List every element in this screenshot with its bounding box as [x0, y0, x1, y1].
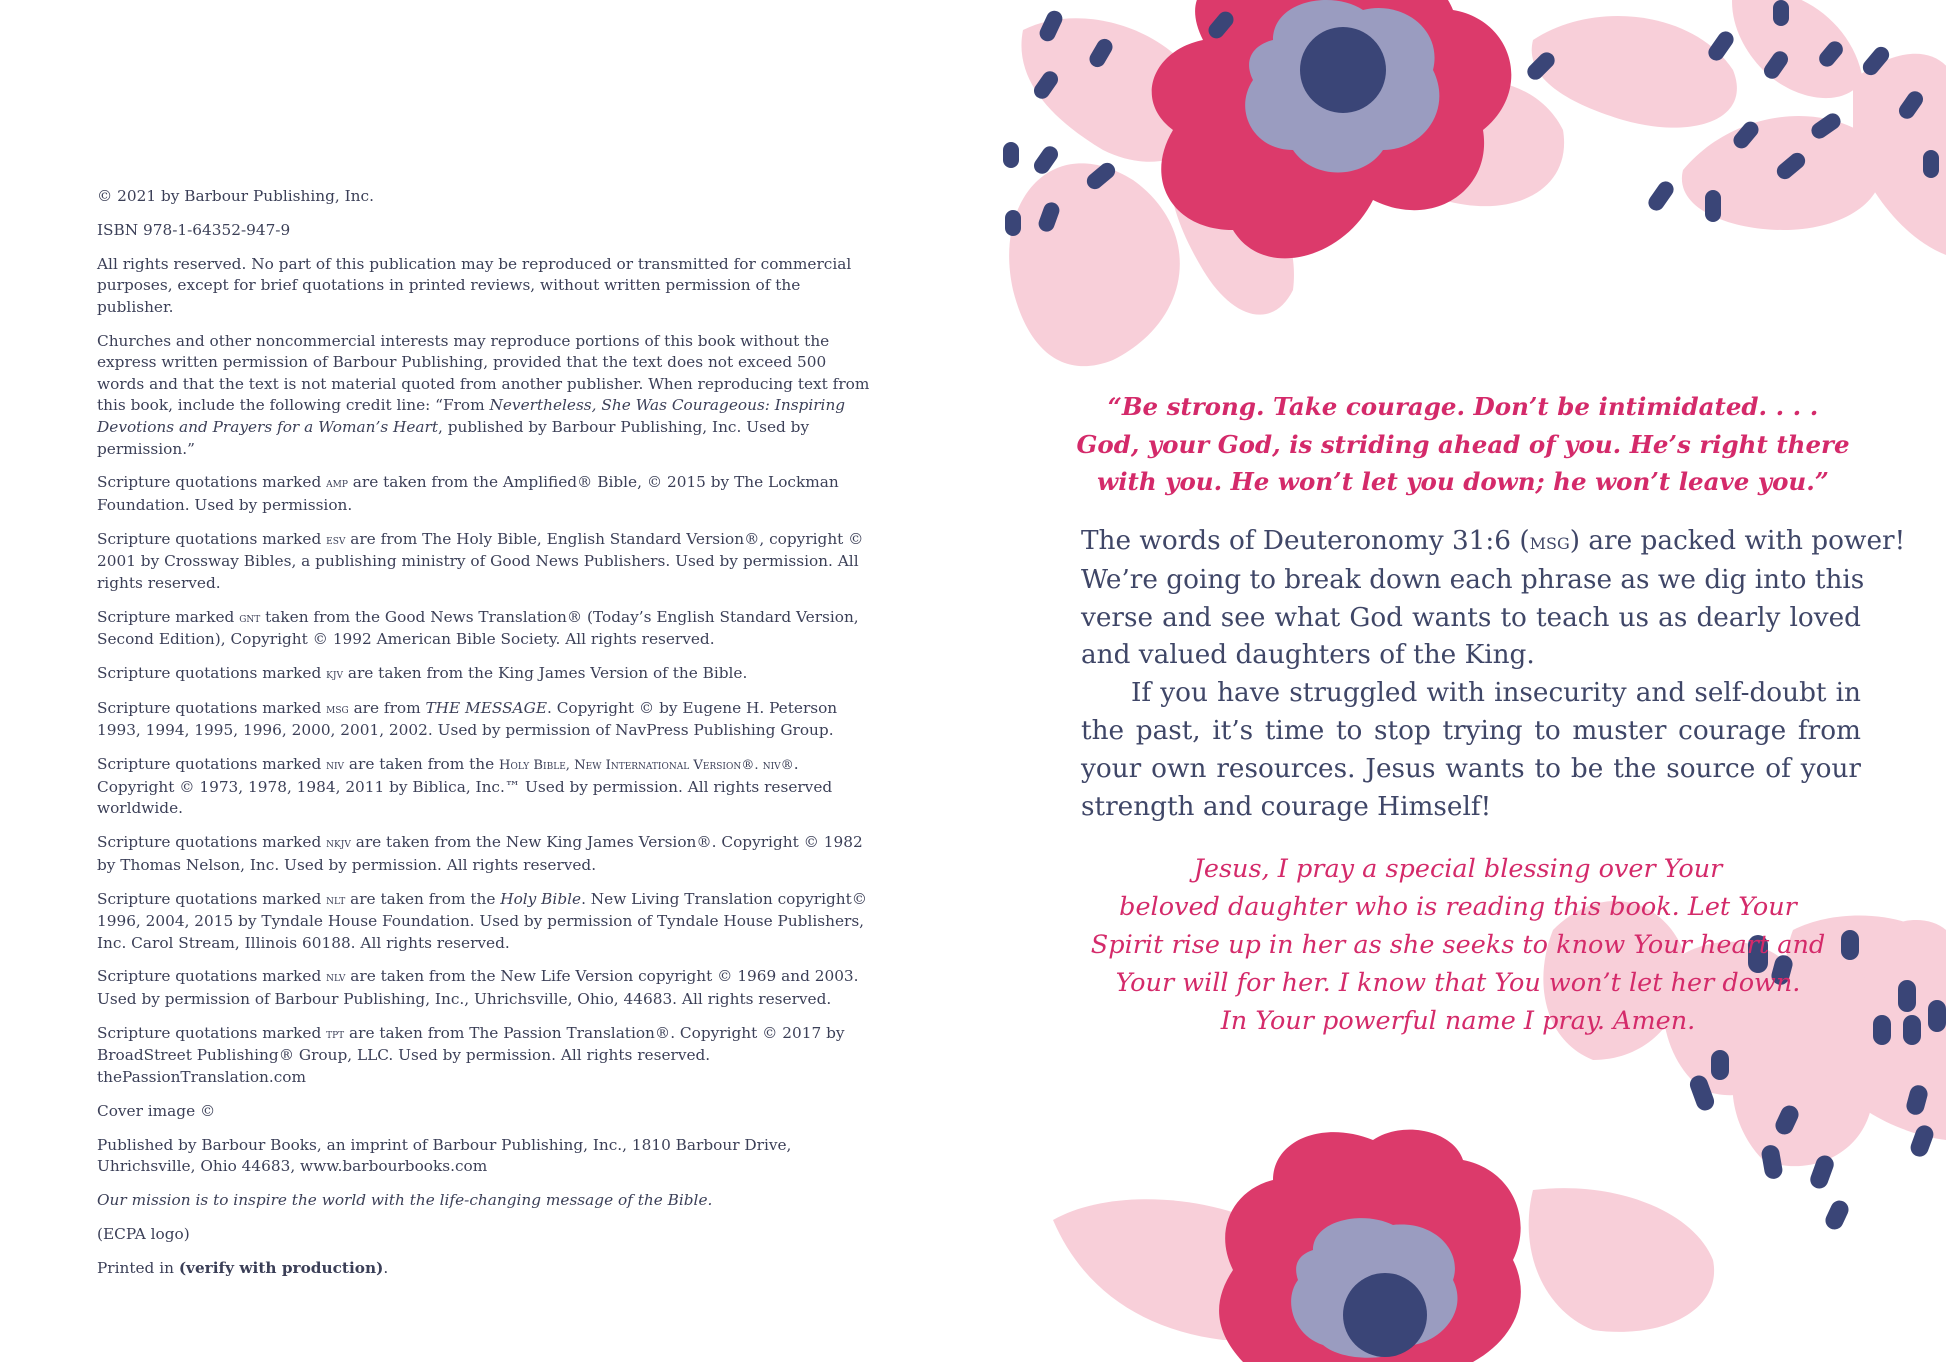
scripture-quote [1038, 388, 1888, 501]
tpt-credit: Scripture quotations marked tpt are taken from The Passion Translation®. Copyright © 2017 by BroadStreet Publishing® Group, LLC. Used by permission. All rights reserved. thePassionTranslation.com [97, 1023, 845, 1087]
msg-credit: Scripture quotations marked msg are from THE MESSAGE. Copyright © by Eugene H. Peterson 1993, 1994, 1995, 1996, 2000, 2001, 2002. Used by permission of NavPress Publishing Group. [97, 698, 838, 740]
prayer-line: In Your powerful name I pray. Amen. [1220, 1005, 1696, 1036]
leaf-right-2 [1532, 16, 1737, 128]
flower-center [1300, 27, 1386, 113]
bottom-leaf-right-low [1529, 1188, 1714, 1332]
rights-statement: All rights reserved. No part of this publication may be reproduced or transmitted for commercial purposes, except for brief quotations in printed reviews, without written permission of the publisher. [97, 254, 852, 316]
mission-statement: Our mission is to inspire the world with the life-changing message of the Bible. [97, 1190, 713, 1209]
prayer-line: Spirit rise up in her as she seeks to know Your heart and [1090, 929, 1826, 960]
prayer-line: beloved daughter who is reading this book. Let Your [1119, 891, 1797, 922]
bottom-flower-center [1343, 1273, 1427, 1357]
body-line: and valued daughters of the King. [1081, 640, 1535, 671]
leaf-left [1009, 163, 1180, 366]
nlv-credit: Scripture quotations marked nlv are taken from the New Life Version copyright © 1969 and 2003. Used by permission of Barbour Publishing, Inc., Uhrichsville, Ohio, 44683. All rights reserved. [97, 967, 859, 1009]
nkjv-credit: Scripture quotations marked nkjv are taken from the New King James Version®. Copyright © 1982 by Thomas Nelson, Inc. Used by permission. All rights reserved. [97, 833, 863, 874]
quote-line: with you. He won’t let you down; he won’t leave you.” [1097, 467, 1829, 496]
top-flower-group [1003, 0, 1946, 366]
body-line: verse and see what God wants to teach us as dearly loved [1081, 602, 1861, 633]
body-line: the past, it’s time to stop trying to muster courage from [1081, 715, 1861, 746]
cover-image-credit: Cover image © [97, 1101, 216, 1120]
kjv-credit: Scripture quotations marked kjv are taken from the King James Version of the Bible. [97, 664, 748, 682]
quote-line: “Be strong. Take courage. Don’t be intimidated. . . . [1107, 392, 1819, 421]
prayer-line: Jesus, I pray a special blessing over Your [1193, 854, 1723, 884]
niv-credit: Scripture quotations marked niv are taken from the Holy Bible, New International Version®. niv®. Copyright © 1973, 1978, 1984, 2011 by Biblica, Inc.™ Used by permission. All rights reserved worldwide. [97, 755, 833, 818]
printed-in: Printed in (verify with production). [97, 1258, 389, 1277]
body-line: your own resources. Jesus wants to be the source of your [1081, 753, 1861, 784]
churches-permission: Churches and other noncommercial interests may reproduce portions of this book without the express written permission of Barbour Publishing, provided that the text does not exceed 500 words and that the text is not material quoted from another publisher. When reproducing text from this book, include the following credit line: “From Nevertheless, She Was Courageous: Inspiring Devotions and Prayers for a Woman’s Heart, published by Barbour Publishing, Inc. Used by permission.” [97, 331, 870, 458]
body-line: We’re going to break down each phrase as we dig into this [1081, 564, 1865, 595]
prayer-block [1063, 851, 1853, 1041]
publisher-info: Published by Barbour Books, an imprint of Barbour Publishing, Inc., 1810 Barbour Drive, Uhrichsville, Ohio 44683, www.barbourbooks.com [97, 1135, 792, 1176]
copyright-block [97, 186, 873, 1291]
devotion-body [1081, 523, 1906, 826]
devotion-intro-page [973, 0, 1946, 1362]
nlt-credit: Scripture quotations marked nlt are taken from the Holy Bible. New Living Translation copyright© 1996, 2004, 2015 by Tyndale House Foundation. Used by permission of Tyndale House Publishers, Inc. Carol Stream, Illinois 60188. All rights reserved. [97, 889, 868, 952]
body-line: If you have struggled with insecurity and self-doubt in [1131, 678, 1861, 709]
copyright-line: © 2021 by Barbour Publishing, Inc. [97, 187, 374, 205]
leaf-far-right-2 [1732, 0, 1863, 98]
ecpa-logo-placeholder: (ECPA logo) [97, 1224, 190, 1243]
esv-credit: Scripture quotations marked esv are from The Holy Bible, English Standard Version®, copyright © 2001 by Crossway Bibles, a publishing ministry of Good News Publishers. Used by permission. All rights reserved. [97, 529, 864, 592]
body-line: The words of Deuteronomy 31:6 (msg) are packed with power! [1081, 526, 1906, 556]
amp-credit: Scripture quotations marked amp are taken from the Amplified® Bible, © 2015 by The Lockman Foundation. Used by permission. [97, 473, 839, 514]
quote-line: God, your God, is striding ahead of you. He’s right there [1076, 429, 1850, 459]
gnt-credit: Scripture marked gnt taken from the Good News Translation® (Today’s English Standard Version, Second Edition), Copyright © 1992 American Bible Society. All rights reserved. [97, 607, 859, 649]
prayer-line: Your will for her. I know that You won’t let her down. [1115, 967, 1801, 998]
body-line: strength and courage Himself! [1081, 791, 1492, 822]
isbn: ISBN 978-1-64352-947-9 [97, 220, 291, 239]
